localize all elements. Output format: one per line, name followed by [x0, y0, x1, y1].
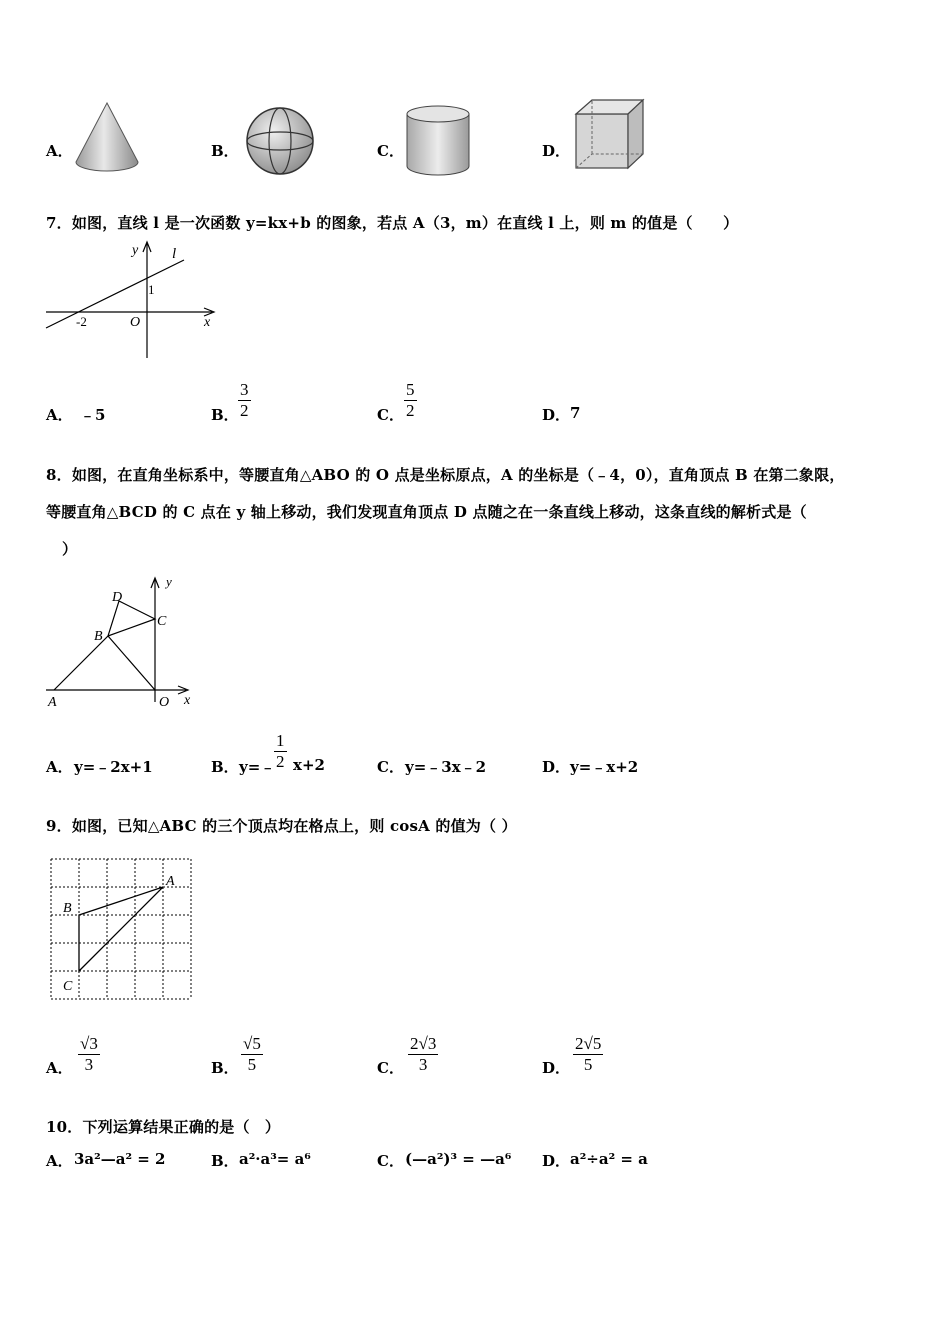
q10-stem: 10．下列运算结果正确的是（ ）: [46, 1118, 281, 1136]
q8-diagram: [44, 574, 200, 714]
q7-graph: [44, 240, 224, 362]
denominator: 5: [583, 1055, 593, 1074]
q7-origin-label: O: [130, 315, 141, 330]
q6-option-a-label: A．: [46, 142, 73, 160]
q9-option-a-label: A．: [46, 1059, 73, 1077]
numerator: 2√3: [410, 1034, 437, 1053]
sphere-icon: [245, 106, 315, 176]
q8-stem-line3: ）: [62, 540, 78, 558]
q7-option-b-label: B．: [211, 406, 239, 424]
q10-option-a-label: A．: [46, 1152, 73, 1170]
numerator: 2√5: [575, 1034, 602, 1053]
q9-option-d-fraction: [573, 1034, 603, 1075]
q9-grid-diagram: [50, 858, 195, 1003]
q7-option-b-fraction: [238, 380, 251, 421]
q8-label-b: B: [94, 629, 103, 644]
q8-option-d-value: y=﹣x+2: [570, 758, 639, 776]
q9-option-c-fraction: [408, 1034, 438, 1075]
q7-option-a-label: A．: [46, 406, 73, 424]
q9-option-b-fraction: [241, 1034, 263, 1075]
q7-line-label: l: [172, 246, 177, 262]
q7-option-c-fraction: [404, 380, 417, 421]
q7-option-a-value: ﹣5: [80, 406, 106, 424]
q10-option-d-value: a²÷a² = a: [570, 1150, 648, 1168]
q7-intercept-label: 1: [148, 282, 155, 297]
denominator: 3: [84, 1055, 94, 1074]
denominator: 2: [276, 752, 285, 771]
denominator: 5: [247, 1055, 257, 1074]
denominator: 2: [406, 401, 415, 420]
q7-xintercept-label: -2: [76, 314, 87, 329]
q6-option-c-label: C．: [377, 142, 404, 160]
q8-label-d: D: [112, 590, 123, 605]
q8-label-c: C: [157, 614, 167, 629]
q9-label-a: A: [166, 874, 175, 889]
q7-x-label: x: [204, 315, 211, 330]
q8-option-b-label: B．: [211, 758, 239, 776]
q6-option-d-label: D．: [542, 142, 571, 160]
q10-option-b-value: a²·a³= a⁶: [239, 1150, 311, 1168]
cube-icon: [574, 98, 646, 172]
q7-stem: 7．如图，直线 l 是一次函数 y=kx+b 的图象，若点 A（3，m）在直线 l 上，则 m 的值是（ ）: [46, 214, 739, 232]
q8-stem-line1: 8．如图，在直角坐标系中，等腰直角△ABO 的 O 点是坐标原点，A 的坐标是（﹣4，0），直角顶点 B 在第二象限，: [46, 466, 845, 484]
cylinder-icon: [405, 104, 471, 178]
q9-option-b-label: B．: [211, 1059, 239, 1077]
numerator: 1: [276, 731, 285, 750]
q8-option-c-value: y=﹣3x﹣2: [405, 758, 487, 776]
q8-option-d-label: D．: [542, 758, 571, 776]
denominator: 3: [418, 1055, 428, 1074]
q8-option-a-value: y=﹣2x+1: [74, 758, 153, 776]
q9-label-c: C: [63, 979, 73, 994]
q8-option-a-label: A．: [46, 758, 73, 776]
q7-option-d-label: D．: [542, 406, 571, 424]
q8-stem-line2: 等腰直角△BCD 的 C 点在 y 轴上移动，我们发现直角顶点 D 点随之在一条直线上移动，这条直线的解析式是（: [46, 503, 807, 521]
q9-option-d-label: D．: [542, 1059, 571, 1077]
q9-stem: 9．如图，已知△ABC 的三个顶点均在格点上，则 cosA 的值为（ ）: [46, 817, 517, 835]
q7-option-d-value: 7: [570, 404, 581, 422]
q8-label-x: x: [184, 693, 191, 708]
q9-option-c-label: C．: [377, 1059, 404, 1077]
cone-icon: [72, 100, 142, 176]
q10-option-c-value: (—a²)³ = —a⁶: [405, 1150, 512, 1168]
numerator: √3: [80, 1034, 98, 1053]
denominator: 2: [240, 401, 249, 420]
numerator: √5: [243, 1034, 261, 1053]
q8-option-c-label: C．: [377, 758, 404, 776]
q10-option-d-label: D．: [542, 1152, 571, 1170]
q8-label-y: y: [166, 574, 172, 589]
q9-option-a-fraction: [78, 1034, 100, 1075]
q8-option-b-suffix: x+2: [293, 756, 325, 774]
q8-label-o: O: [159, 695, 170, 710]
numerator: 3: [240, 380, 249, 399]
q10-option-a-value: 3a²—a² = 2: [74, 1150, 166, 1168]
q8-option-b-prefix: y=﹣: [239, 758, 276, 776]
q7-option-c-label: C．: [377, 406, 404, 424]
q9-label-b: B: [63, 901, 72, 916]
q7-y-label: y: [132, 243, 139, 258]
q8-label-a: A: [48, 695, 57, 710]
q10-option-c-label: C．: [377, 1152, 404, 1170]
q8-option-b-fraction: [274, 731, 287, 772]
numerator: 5: [406, 380, 415, 399]
q6-option-b-label: B．: [211, 142, 239, 160]
q10-option-b-label: B．: [211, 1152, 239, 1170]
